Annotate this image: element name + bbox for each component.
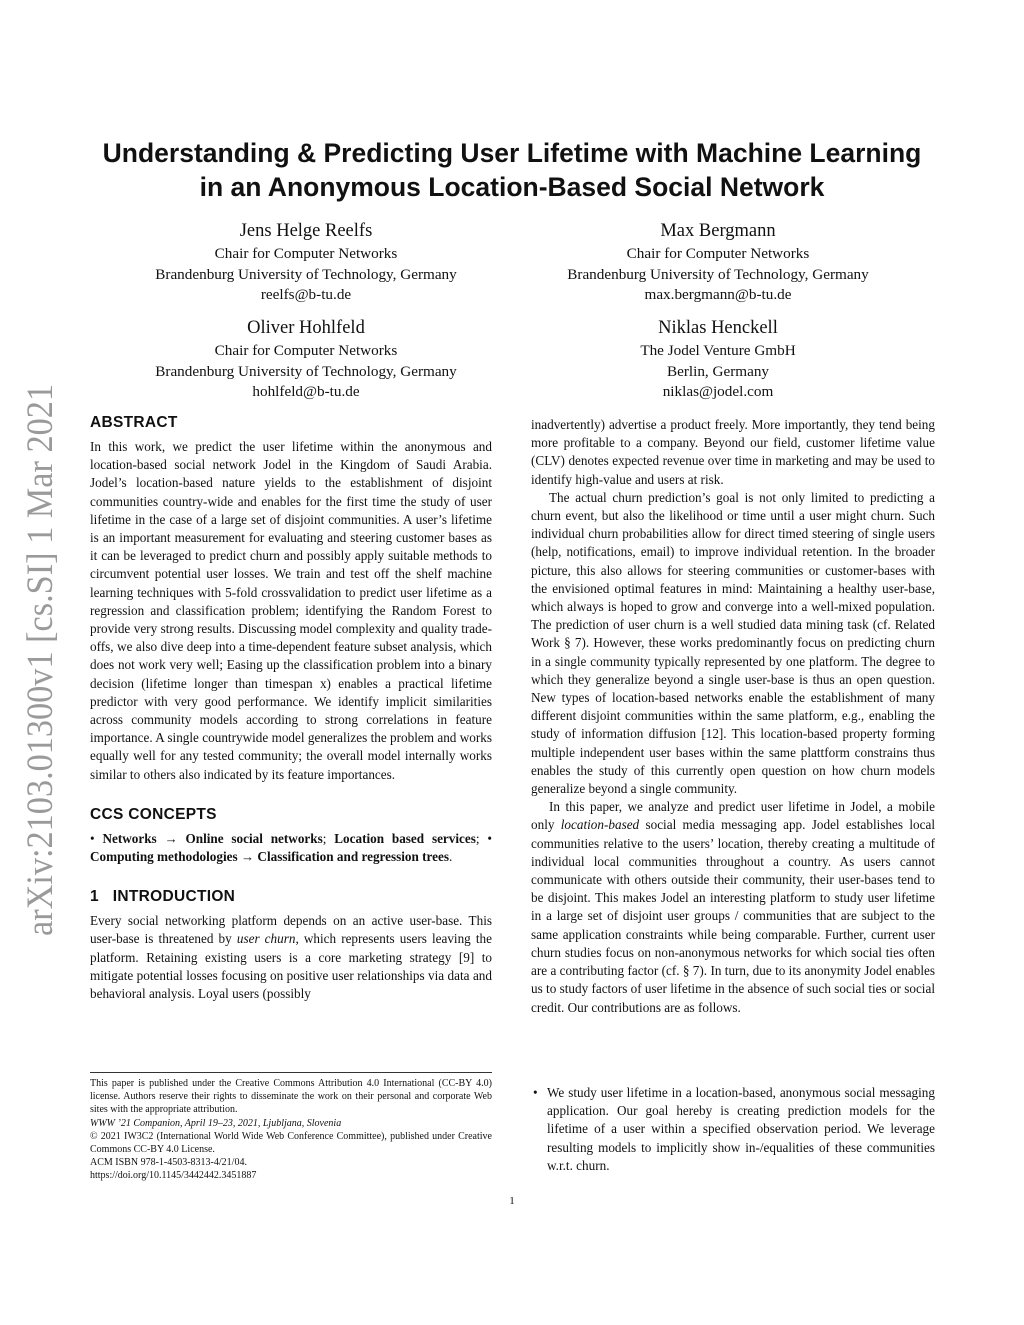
author-institution: Berlin, Germany — [666, 362, 770, 380]
footnote-doi: https://doi.org/10.1145/3442442.3451887 — [90, 1170, 257, 1182]
left-column — [90, 412, 492, 1003]
abstract-heading: ABSTRACT — [90, 414, 178, 431]
ccs-heading: CCS CONCEPTS — [90, 805, 217, 823]
abstract-text: In this work, we predict the user lifetime within the anonymous and location-based social network Jodel in the Kingdom of Saudi Arabia. Jodel’s location-based nature yields to the establishment of disjoint communities country-wide and enables for the first time the study of user lifetime in the case of a large set of disjoint communities. A user’s lifetime is an important measurement for evaluating and steering customer bases as it can be leveraged to predict churn and possibly apply suitable methods to circumvent potential user losses. We train and test off the shelf machine learning techniques with 5-fold crossvalidation to predict user lifetime as a regression and classification problem; identifying the Random Forest to provide very strong results. Discussing model complexity and quality trade-offs, we also dive deep into a time-dependent feature subset analysis, which does not work very well; Easing up the classification problem into a binary decision (lifetime longer than timespan x) enables a practical lifetime predictor with very good performance. We identify implicit similarities across community models according to strong correlations in feature importance. A single countrywide model generalizes the problem and works equally well for any tested community; the overall model internally works similar to others also indicated by its feature importances. — [90, 439, 492, 782]
ccs-end: . — [449, 849, 453, 865]
ccs-item-networks: Networks → Online social networks — [102, 830, 323, 846]
author-email: max.bergmann@b-tu.de — [644, 286, 792, 303]
paper-title: Understanding & Predicting User Lifetime with Machine Learning in an Anonymous Location-Based Social Network — [102, 138, 922, 202]
author-email: hohlfeld@b-tu.de — [252, 383, 360, 400]
author-affiliation: The Jodel Venture GmbH — [640, 342, 796, 359]
contribution-item: We study user lifetime in a location-based, anonymous social messaging application. Our goal hereby is creating prediction models for the lifetime of a user within a specified observation period. We leverage resulting models to implicitly show in-/equalities of these communities w.r.t. churn. — [547, 1085, 935, 1173]
footnote — [90, 1072, 492, 1183]
right-paragraph-2: The actual churn prediction’s goal is not only limited to predicting a churn event, but also the likelihood or time until a user might churn. Such individual churn probabilities allow for direct timed steering of single users (help, notifications, email) to improve individual retention. In the broader picture, this also allows for steering communities or customer-bases with the envisioned optimal features in mind: Maintaining a healthy user-base, which always is hoped to grow and converge into a well-mixed population. The prediction of user churn is a well studied data mining task (cf. Related Work § 7). However, these works predominantly focus on predicting churn in a single community typically represented by one platform. The degree to which they generalize beyond a single user-base is thus an open question. New types of location-based networks enable the establishment of many different disjoint communities within the same platform, e.g., enabling the study of information diffusion [12]. This location-based property forming multiple independent user bases within the same plattform constrains thus enables the study of this currently open question on how churn models generalize beyond a single community. — [531, 489, 935, 797]
ccs-bullet: • — [90, 830, 95, 846]
ccs-separator: ; — [475, 830, 488, 846]
author-name: Oliver Hohlfeld — [247, 318, 365, 338]
author-name: Max Bergmann — [660, 221, 776, 241]
author-institution: Brandenburg University of Technology, Germany — [155, 265, 457, 283]
bullet-icon: • — [533, 1085, 538, 1100]
intro-emphasis: user churn — [236, 931, 296, 947]
author-affiliation: Chair for Computer Networks — [214, 342, 398, 359]
footnote-isbn: ACM ISBN 978-1-4503-8313-4/21/04. — [90, 1157, 247, 1169]
author-affiliation: Chair for Computer Networks — [214, 245, 398, 262]
ccs-item-computing: Computing methodologies → Classification and regression trees — [90, 849, 449, 865]
right-text: social media messaging app. Jodel establishes local communities relative to the users’ location, thereby creating a multitude of individual local communities throughout a country. As users cannot communicate with others outside their community, their user-bases tend to be disjoint. This makes Jodel an interesting platform to study user lifetime in a large set of disjoint user groups / communities that are subject to the same application constraints while being comparable. Further, current user churn studies focus on non-anonymous networks for which social ties often are a contributing factor (cf. § 7). In turn, due to its anonymity Jodel enables us to study factors of user lifetime in the absence of such social ties or social credit. Our contributions are as follows. — [531, 817, 935, 1015]
author-email: reelfs@b-tu.de — [260, 286, 352, 303]
author-block — [508, 317, 928, 403]
ccs-separator: ; — [322, 830, 335, 846]
right-column — [531, 416, 935, 1017]
author-email: niklas@jodel.com — [662, 383, 774, 400]
intro-text: Every social networking platform depends on an active user-base. This user-base is threatened by — [90, 913, 492, 947]
arxiv-stamp-text: arXiv:2103.01300v1 [cs.SI] 1 Mar 2021 — [20, 380, 61, 936]
right-emphasis: location-based — [560, 817, 640, 833]
right-text: In this paper, we analyze and predict user lifetime in Jodel, a mobile only — [531, 799, 935, 833]
author-block — [96, 220, 516, 306]
author-institution: Brandenburg University of Technology, Germany — [155, 362, 457, 380]
author-name: Jens Helge Reelfs — [239, 221, 373, 241]
author-affiliation: Chair for Computer Networks — [626, 245, 810, 262]
right-paragraph-1: inadvertently) advertise a product freely. More importantly, they tend being more profitable to a company. Beyond our field, customer lifetime value (CLV) denotes expected revenue over time in marketing and may be used to identify high-value and users at risk. — [531, 417, 935, 487]
ccs-concepts — [90, 830, 492, 866]
ccs-bullet: • — [487, 830, 492, 846]
author-block — [508, 220, 928, 306]
intro-heading: 1 INTRODUCTION — [90, 888, 236, 906]
author-institution: Brandenburg University of Technology, Germany — [567, 265, 869, 283]
author-name: Niklas Henckell — [658, 318, 778, 338]
right-paragraph-3 — [531, 798, 935, 1016]
footnote-venue: WWW ’21 Companion, April 19–23, 2021, Ljubljana, Slovenia — [90, 1117, 342, 1129]
author-block — [96, 317, 516, 403]
intro-text: , which represents users leaving the platform. Retaining existing users is a core marketing strategy [9] to mitigate potential losses focusing on positive user relationships via data and behavioral analysis. Loyal users (possibly — [90, 931, 492, 1002]
arxiv-stamp — [14, 380, 62, 940]
ccs-item-location: Location based services — [334, 830, 476, 846]
contribution-list — [531, 1084, 935, 1175]
footnote-copyright: © 2021 IW3C2 (International World Wide Web Conference Committee), published under Creative Commons CC-BY 4.0 License. — [90, 1130, 492, 1156]
page-number: 1 — [509, 1195, 515, 1207]
intro-paragraph — [90, 912, 492, 1003]
footnote-license: This paper is published under the Creative Commons Attribution 4.0 International (CC-BY 4.0) license. Authors reserve their rights to disseminate the work on their personal and corporate Web sites with the appropriate attribution. — [90, 1078, 492, 1116]
